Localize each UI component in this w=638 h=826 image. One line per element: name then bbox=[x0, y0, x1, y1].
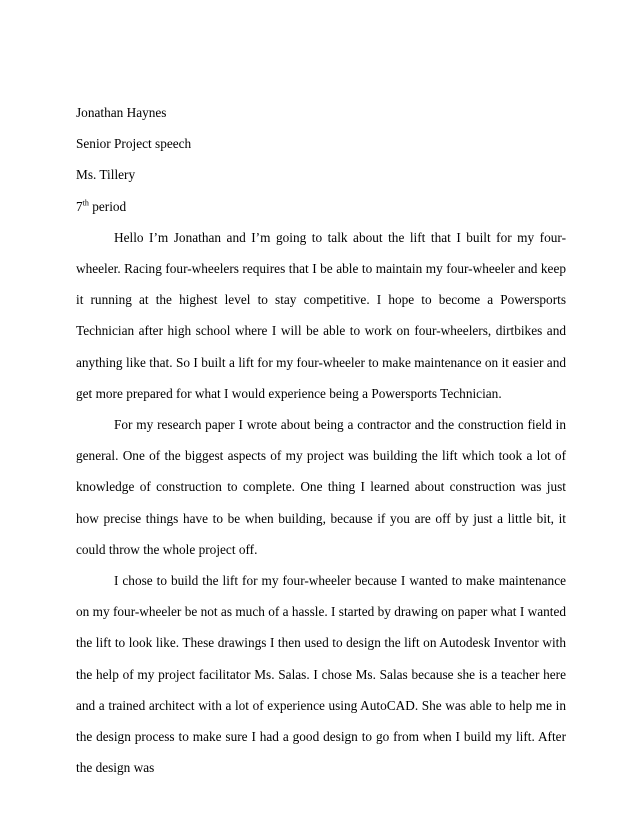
paragraph-intro: Hello I’m Jonathan and I’m going to talk about the lift that I built for my four-wheeler. Racing four-wheelers requires that I be able to maintain my four-wheeler and keep it running at the highest level to stay competitive. I hope to become a Powersports Technician after high school where I will be able to work on four-wheelers, dirtbikes and anything like that. So I built a lift for my four-wheeler to make maintenance on it easier and get more prepared for what I would experience being a Powersports Technician. bbox=[76, 229, 566, 401]
assignment-title: Senior Project speech bbox=[76, 136, 192, 152]
paragraph-research: For my research paper I wrote about being a contractor and the construction field in general. One of the biggest aspects of my project was building the lift which took a lot of knowledge of construction to complete. One thing I learned about construction was just how precise things have to be when building, because if you are off by just a little bit, it could throw the whole project off. bbox=[76, 417, 566, 557]
document-body bbox=[76, 97, 566, 783]
class-period bbox=[76, 191, 566, 222]
paragraph-lift-design: I chose to build the lift for my four-wheeler because I wanted to make maintenance on my four-wheeler be not as much of a hassle. I started by drawing on paper what I wanted the lift to look like. These drawings I then used to design the lift on Autodesk Inventor with the help of my project facilitator Ms. Salas. I chose Ms. Salas because she is a teacher here and a trained architect with a lot of experience using AutoCAD. She was able to help me in the design process to make sure I had a good design to go from when I build my lift. After the design was bbox=[76, 573, 566, 776]
author-name: Jonathan Haynes bbox=[76, 105, 167, 120]
period-word: period bbox=[88, 198, 127, 214]
teacher-name: Ms. Tillery bbox=[76, 167, 136, 183]
period-suffix: th bbox=[82, 198, 89, 208]
period-number: 7 bbox=[76, 198, 83, 214]
